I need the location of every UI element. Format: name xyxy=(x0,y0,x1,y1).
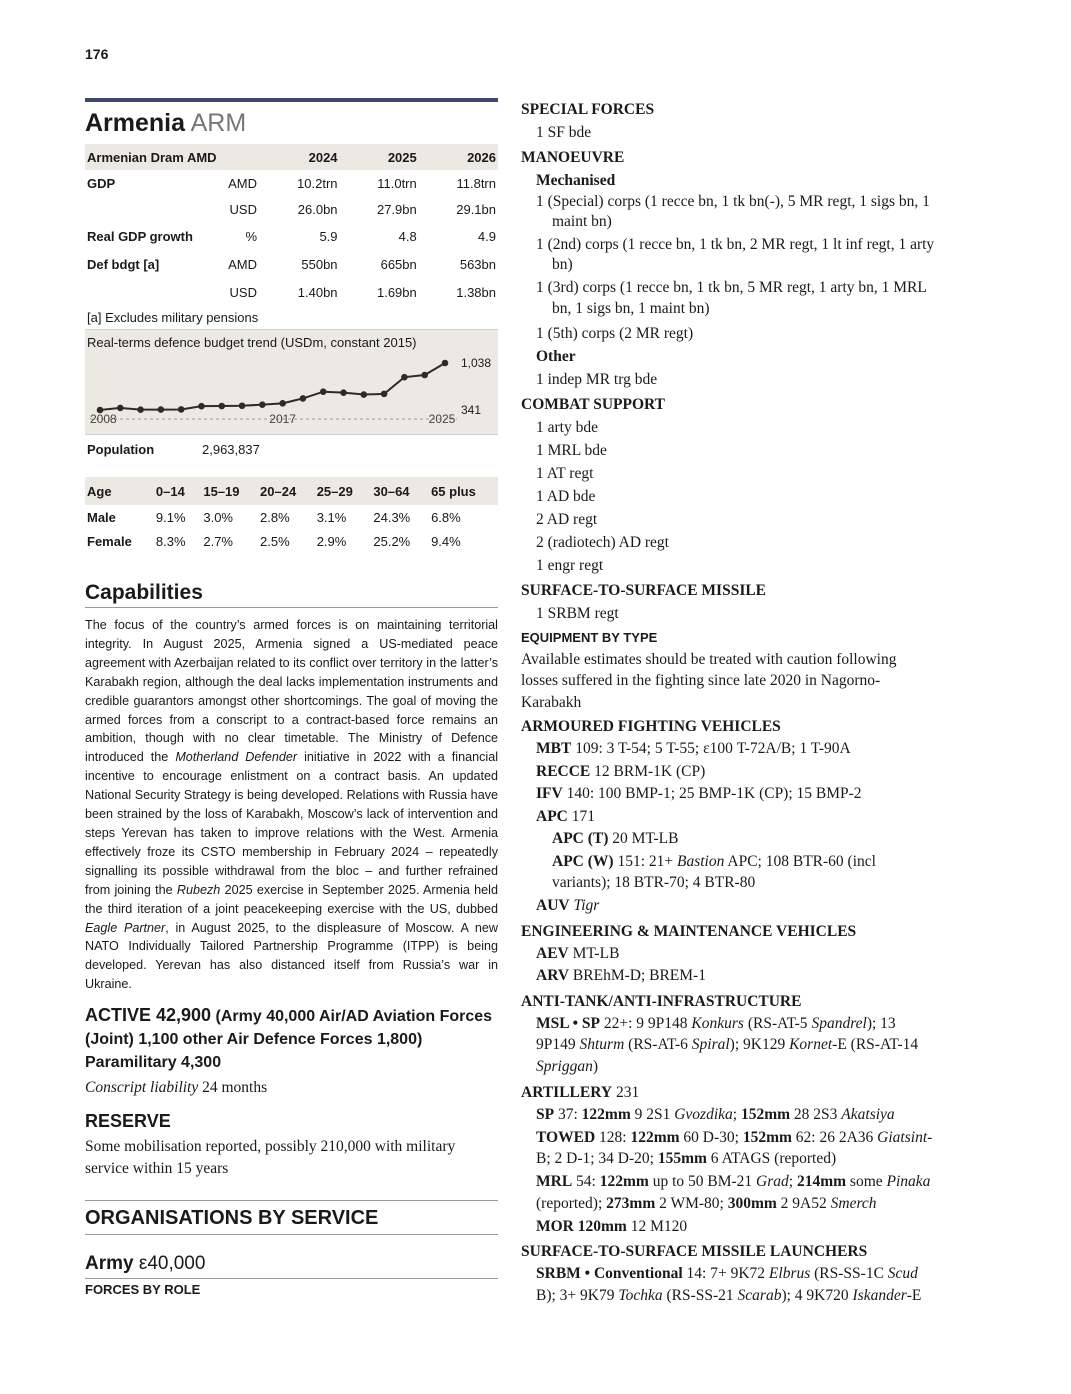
row-label: Real GDP growth xyxy=(87,228,193,244)
cell: 29.1bn xyxy=(456,201,496,217)
list-item: 1 SF bde xyxy=(536,124,592,141)
active-label: ACTIVE 42,900 xyxy=(85,1005,212,1026)
equipment-entry: SP 37: 122mm 9 2S1 Gvozdika; 152mm 28 2S3 Akatsiya xyxy=(536,1105,895,1123)
age-header: 15–19 xyxy=(201,477,258,505)
cell: 6.8% xyxy=(431,509,461,525)
equipment-entry: MBT 109: 3 T-54; 5 T-55; ε100 T-72A/B; 1 T-90A xyxy=(536,740,851,758)
list-item: 1 SRBM regt xyxy=(536,604,619,622)
active-strength xyxy=(85,1004,498,1074)
data-point xyxy=(239,402,246,409)
cell: 11.0trn xyxy=(377,175,417,191)
list-item: 1 arty bde xyxy=(536,418,598,436)
cell: 3.0% xyxy=(203,509,233,525)
cell: 8.3% xyxy=(155,533,186,549)
data-point xyxy=(421,372,428,379)
age-row-label: Male xyxy=(87,509,116,525)
economy-row xyxy=(85,278,498,306)
list-item: 2 (radiotech) AD regt xyxy=(536,533,669,551)
row-unit: USD xyxy=(229,284,257,300)
equipment-entry: TOWED 128: 122mm 60 D-30; 152mm 62: 26 2A36 Giatsint-B; 2 D-1; 34 D-20; 155mm 6 ATAGS (reported) xyxy=(536,1128,933,1168)
age-header: 30–64 xyxy=(371,477,429,505)
section-heading: ARMOURED FIGHTING VEHICLES xyxy=(521,718,781,736)
section-heading: COMBAT SUPPORT xyxy=(521,395,665,413)
equipment-note: Available estimates should be treated with caution following losses suffered in the fighting since late 2020 in Nagorno-Karabakh xyxy=(521,650,897,711)
data-point xyxy=(218,403,225,410)
data-point xyxy=(442,360,449,367)
equipment-entry: APC (T) 20 MT-LB xyxy=(552,830,679,848)
data-point xyxy=(320,388,327,395)
row-label: GDP xyxy=(87,175,116,191)
age-header: Age xyxy=(85,477,154,505)
section-heading: SURFACE-TO-SURFACE MISSILE LAUNCHERS xyxy=(521,1243,868,1261)
cell: 2.9% xyxy=(316,533,347,549)
age-header: 25–29 xyxy=(315,477,372,505)
x-tick-label: 2025 xyxy=(428,412,456,426)
section-heading: ENGINEERING & MAINTENANCE VEHICLES xyxy=(521,922,857,940)
equipment-entry: SRBM • Conventional 14: 7+ 9K72 Elbrus (RS-SS-1C Scud B); 3+ 9K79 Tochka (RS-SS-21 Scarab); 4 9K720 Iskander-E xyxy=(536,1265,922,1304)
cell: 1.38bn xyxy=(456,284,496,300)
equipment-entry: IFV 140: 100 BMP-1; 25 BMP-1K (CP); 15 BMP-2 xyxy=(536,785,862,803)
equipment-entry: MOR 120mm 12 M120 xyxy=(536,1217,688,1235)
page-number: 176 xyxy=(85,46,109,62)
country-code: ARM xyxy=(190,109,247,137)
data-point xyxy=(117,405,124,412)
population-value: 2,963,837 xyxy=(202,442,260,457)
age-header: 0–14 xyxy=(154,477,201,505)
cell: 1.69bn xyxy=(376,284,417,300)
conscript-liability: Conscript liability 24 months xyxy=(85,1079,268,1097)
economy-header-row xyxy=(85,144,498,170)
economy-footnote: [a] Excludes military pensions xyxy=(85,306,498,330)
cell: 665bn xyxy=(380,256,417,272)
cell: 11.8trn xyxy=(456,175,496,191)
cell: 10.2trn xyxy=(297,175,338,191)
chart-title: Real-terms defence budget trend (USDm, constant 2015) xyxy=(87,335,417,350)
list-item: 1 (5th) corps (2 MR regt) xyxy=(536,324,694,342)
cell: 25.2% xyxy=(373,533,411,549)
economy-row xyxy=(85,222,498,250)
data-point xyxy=(340,389,347,396)
equipment-entry: AUV Tigr xyxy=(536,897,600,915)
equipment-entry: AEV MT-LB xyxy=(536,944,620,962)
left-column xyxy=(85,98,498,1297)
age-row xyxy=(85,505,498,529)
row-unit: USD xyxy=(229,201,257,217)
cell: 4.9 xyxy=(477,228,496,244)
cell: 563bn xyxy=(459,256,496,272)
series-line xyxy=(100,363,445,410)
forces-by-role-heading: FORCES BY ROLE xyxy=(85,1282,201,1298)
row-label: Def bdgt [a] xyxy=(87,256,160,272)
section-heading: MANOEUVRE xyxy=(521,149,625,166)
title-rule xyxy=(85,98,498,102)
data-point xyxy=(198,403,205,410)
population-label: Population xyxy=(87,442,155,457)
cell: 2.7% xyxy=(203,533,233,549)
equipment-entry: RECCE 12 BRM-1K (CP) xyxy=(536,762,706,780)
country-name: Armenia xyxy=(85,109,186,137)
equipment-entry: APC (W) 151: 21+ Bastion APC; 108 BTR-60 (incl variants); 18 BTR-70; 4 BTR-80 xyxy=(552,852,876,892)
data-point xyxy=(279,400,286,407)
list-item: 1 engr regt xyxy=(536,556,604,574)
age-row-label: Female xyxy=(87,533,132,549)
cell: 9.1% xyxy=(155,509,186,525)
data-point xyxy=(259,401,266,408)
trend-svg xyxy=(85,330,498,434)
list-item: 1 (3rd) corps (1 recce bn, 1 tk bn, 5 MR regt, 1 arty bn, 1 MRL bn, 1 sigs bn, 1 maint bn) xyxy=(536,279,927,317)
row-unit: % xyxy=(245,228,257,244)
cell: 9.4% xyxy=(431,533,461,549)
data-point xyxy=(381,391,388,398)
equipment-entry: APC 171 xyxy=(536,807,595,825)
reserve-heading: RESERVE xyxy=(85,1111,171,1132)
economy-row xyxy=(85,170,498,196)
age-header-row xyxy=(85,477,498,505)
row-label xyxy=(85,196,219,222)
cell: 26.0bn xyxy=(297,201,338,217)
year-header: 2024 xyxy=(259,144,340,170)
active-detail: (Army 40,000 Air/AD Aviation Forces (Joint) 1,100 other Air Defence Forces 1,800) Paramilitary 4,300 xyxy=(85,1008,493,1072)
subsection-heading: Other xyxy=(536,347,576,365)
row-label xyxy=(85,278,219,306)
cell: 5.9 xyxy=(319,228,338,244)
economy-row xyxy=(85,250,498,278)
equipment-entry: MSL • SP 22+: 9 9P148 Konkurs (RS-AT-5 Spandrel); 13 9P149 Shturm (RS-AT-6 Spiral); 9K129 Kornet-E (RS-AT-14 Spriggan) xyxy=(536,1014,919,1075)
population-row xyxy=(85,435,498,465)
x-tick-label: 2008 xyxy=(90,412,117,426)
economy-table xyxy=(85,144,498,306)
y-label-min: 341 xyxy=(461,403,482,417)
data-point xyxy=(361,391,368,398)
age-header: 20–24 xyxy=(258,477,315,505)
subsection-heading: Mechanised xyxy=(536,172,616,189)
list-item: 1 (Special) corps (1 recce bn, 1 tk bn(-), 5 MR regt, 1 sigs bn, 1 maint bn) xyxy=(536,193,930,231)
equipment-entry: MRL 54: 122mm up to 50 BM-21 Grad; 214mm some Pinaka (reported); 273mm 2 WM-80; 300mm 2 9A52 Smerch xyxy=(536,1173,931,1212)
country-title xyxy=(85,108,498,138)
cell: 2.5% xyxy=(260,533,290,549)
list-item: 1 (2nd) corps (1 recce bn, 1 tk bn, 2 MR regt, 1 lt inf regt, 1 arty bn) xyxy=(536,236,935,274)
cell: 1.40bn xyxy=(297,284,338,300)
army-heading: Army ε40,000 xyxy=(85,1253,498,1279)
x-tick-label: 2017 xyxy=(269,412,296,426)
organisations-heading: ORGANISATIONS BY SERVICE xyxy=(85,1200,498,1235)
budget-trend-chart xyxy=(85,330,498,435)
currency-label: Armenian Dram AMD xyxy=(85,144,259,170)
row-unit: AMD xyxy=(228,175,257,191)
section-heading: ANTI-TANK/ANTI-INFRASTRUCTURE xyxy=(521,992,802,1010)
section-heading: ARTILLERY 231 xyxy=(521,1083,640,1101)
cell: 2.8% xyxy=(260,509,290,525)
data-point xyxy=(137,406,144,413)
list-item: 1 indep MR trg bde xyxy=(536,370,658,388)
economy-row xyxy=(85,196,498,222)
age-row xyxy=(85,529,498,553)
year-header: 2025 xyxy=(340,144,419,170)
list-item: 1 MRL bde xyxy=(536,441,607,459)
cell: 24.3% xyxy=(373,509,411,525)
right-column xyxy=(521,96,936,1308)
data-point xyxy=(158,406,165,413)
cell: 27.9bn xyxy=(376,201,417,217)
data-point xyxy=(300,395,307,402)
data-point xyxy=(178,406,185,413)
cell: 4.8 xyxy=(398,228,417,244)
year-header: 2026 xyxy=(419,144,498,170)
cell: 3.1% xyxy=(316,509,347,525)
list-item: 1 AT regt xyxy=(536,464,594,482)
section-heading: SURFACE-TO-SURFACE MISSILE xyxy=(521,581,767,599)
age-table xyxy=(85,477,498,553)
section-heading: SPECIAL FORCES xyxy=(521,101,655,118)
row-unit: AMD xyxy=(228,256,257,272)
data-point xyxy=(401,374,408,381)
equipment-heading: EQUIPMENT BY TYPE xyxy=(521,629,658,645)
capabilities-text: The focus of the country’s armed forces is on maintaining territorial integrity. In August 2025, Armenia signed a US-mediated peace agreement with Azerbaijan related to its conflict over territory in the latter’s Karabakh region, although the deal lacks implementation instruments and credible guarantors amongst other shortcomings. The goal of moving the armed forces from a conscript to a contract-based force remains an ambition, though with no clear timetable. The Ministry of Defence introduced the Motherland Defender initiative in 2022 with a financial incentive to encourage enlistment on a contract basis. An updated National Security Strategy is being developed. Relations with Russia have been strained by the loss of Karabakh, Moscow’s lack of intervention and steps Yerevan has taken to improve relations with the West. Armenia effectively froze its CSTO membership in February 2024 – repeatedly signalling its possible withdrawal from the bloc – and further refrained from joining the Rubezh 2025 exercise in September 2025. Armenia held the third iteration of a joint peacekeeping exercise with the US, dubbed Eagle Partner, in August 2025, to the displeasure of Moscow. A new NATO Individually Tailored Partnership Programme (ITPP) is being developed. Yerevan has also distanced itself from Russia’s war in Ukraine. xyxy=(85,618,498,992)
equipment-entry: ARV BREhM-D; BREM-1 xyxy=(536,967,706,985)
list-item: 1 AD bde xyxy=(536,487,596,505)
capabilities-heading: Capabilities xyxy=(85,581,498,608)
list-item: 2 AD regt xyxy=(536,510,598,528)
cell: 550bn xyxy=(301,256,338,272)
reserve-text: Some mobilisation reported, possibly 210,000 with military service within 15 years xyxy=(85,1138,456,1178)
age-header: 65 plus xyxy=(429,477,498,505)
y-label-max: 1,038 xyxy=(461,356,492,370)
